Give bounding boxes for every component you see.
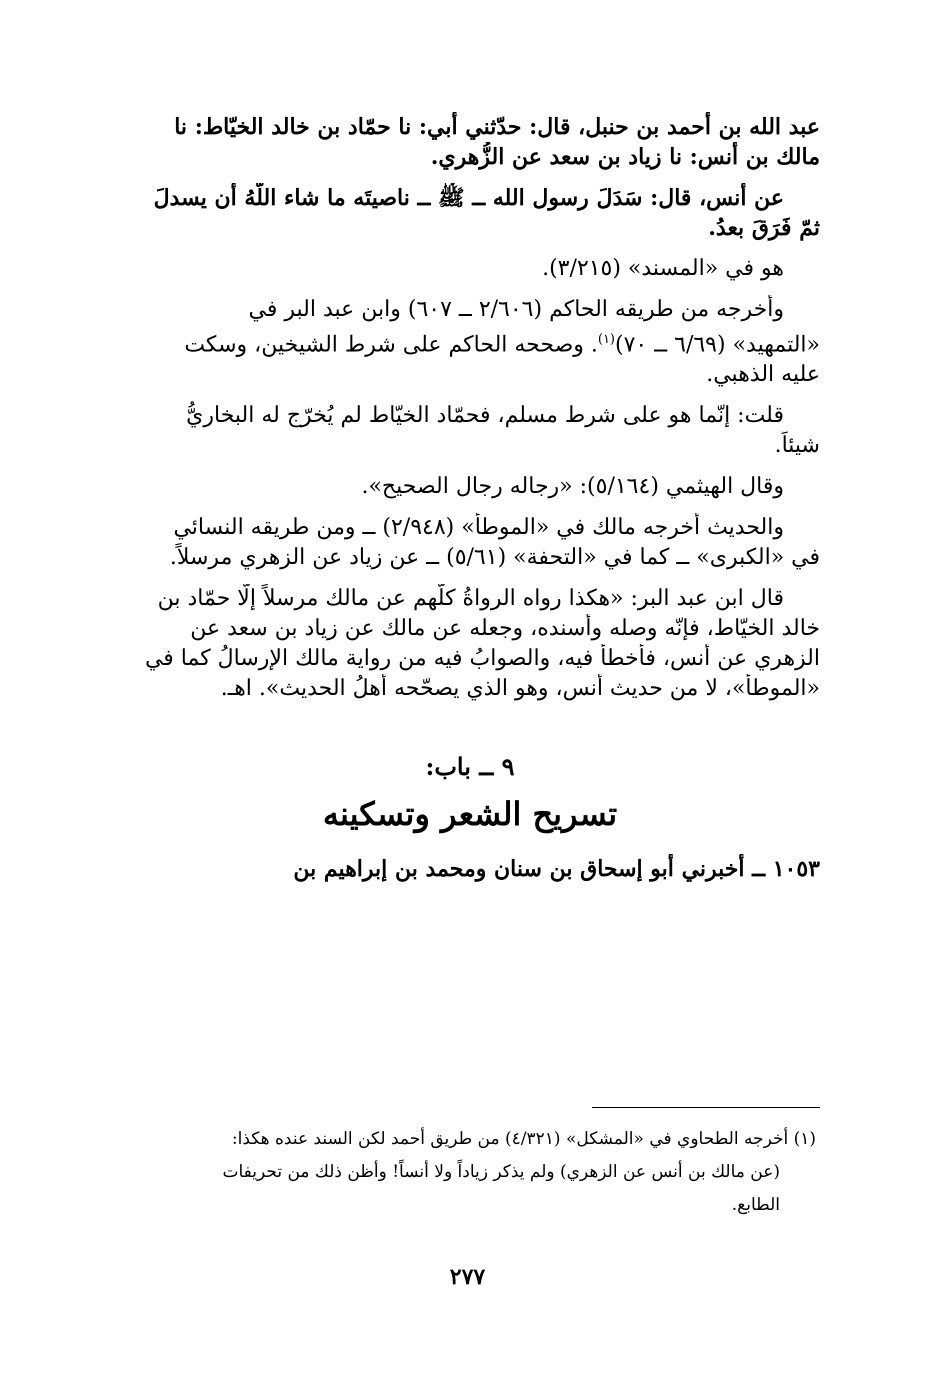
text-line-13: في «الكبرى» ــ كما في «التحفة» (٥/٦١) ــ عن زياد عن الزهري مرسلاً.	[169, 545, 820, 571]
text-line-15: خالد الخيّاط، فإنّه وصله وأسنده، وجعله عن مالك عن زياد بن سعد عن	[190, 616, 820, 642]
text-line-11: وقال الهيثمي (٥/١٦٤): «رجاله رجال الصحيح».	[361, 474, 784, 500]
footnote-line-2: (عن مالك بن أنس عن الزهري) ولم يذكر زياداً ولا أنساً! وأظن ذلك من تحريفات	[222, 1162, 780, 1182]
text-line-16: الزهري عن أنس، فأخطأ فيه، والصوابُ فيه من رواية مالك الإرسالُ كما في	[144, 646, 820, 672]
section-number: ٩ ــ باب:	[425, 751, 515, 781]
text-line-17: «الموطأ»، لا من حديث أنس، وهو الذي يصحّحه أهلُ الحديث». اهـ.	[220, 676, 820, 702]
text-line-7	[120, 325, 820, 360]
text-line-7-a: «التمهيد» (٦/٦٩ ــ ٧٠)	[615, 332, 820, 358]
text-line-4: ثمّ فَرَقَ بعدُ.	[708, 215, 820, 241]
footnotes	[120, 1123, 820, 1222]
footnote-line-3: الطابع.	[731, 1195, 780, 1215]
text-line-3: عن أنس، قال: سَدَلَ رسول الله ــ ﷺ ــ ناصيتَه ما شاء اللّهُ أن يسدلَ	[153, 185, 784, 211]
footnote-line-1: (١) أخرجه الطحاوي في «المشكل» (٤/٣٢١) من طريق أحمد لكن السند عنده هكذا:	[231, 1129, 816, 1149]
text-line-1: عبد الله بن أحمد بن حنبل، قال: حدّثني أبي: نا حمّاد بن خالد الخيّاط: نا	[174, 114, 820, 140]
text-line-12: والحديث أخرجه مالك في «الموطأ» (٢/٩٤٨) ــ ومن طريقه النسائي	[173, 515, 784, 541]
text-line-14: قال ابن عبد البر: «هكذا رواه الرواةُ كلّهم عن مالك مرسلاً إلّا حمّاد بن	[157, 586, 784, 612]
text-line-9: قلت: إنّما هو على شرط مسلم، فحمّاد الخيّاط لم يُخرّج له البخاريُّ	[186, 403, 784, 429]
page-body	[120, 112, 820, 884]
footnote-divider	[592, 1107, 820, 1108]
text-line-10: شيئاً.	[774, 433, 820, 459]
section-title-row	[120, 788, 820, 840]
text-line-2: مالك بن أنس: نا زياد بن سعد عن الزُّهري.	[430, 144, 820, 170]
text-line-7-b: . وصححه الحاكم على شرط الشيخين، وسكت	[184, 332, 598, 358]
spacer	[120, 840, 820, 854]
section-title: تسريح الشعر وتسكينه	[322, 795, 618, 834]
text-line-5: هو في «المسند» (٣/٢١٥).	[542, 256, 784, 281]
footnote-ref[interactable]: (١)	[597, 332, 615, 347]
section-heading	[120, 744, 820, 788]
text-line-8: عليه الذهبي.	[706, 362, 820, 388]
spacer	[120, 704, 820, 744]
text-line-6: وأخرجه من طريقه الحاكم (٢/٦٠٦ ــ ٦٠٧) وابن عبد البر في	[248, 297, 784, 322]
hadith-start: ١٠٥٣ ــ أخبرني أبو إسحاق بن سنان ومحمد بن إبراهيم بن	[293, 856, 820, 883]
page-number: ٢٧٧	[449, 1264, 486, 1290]
